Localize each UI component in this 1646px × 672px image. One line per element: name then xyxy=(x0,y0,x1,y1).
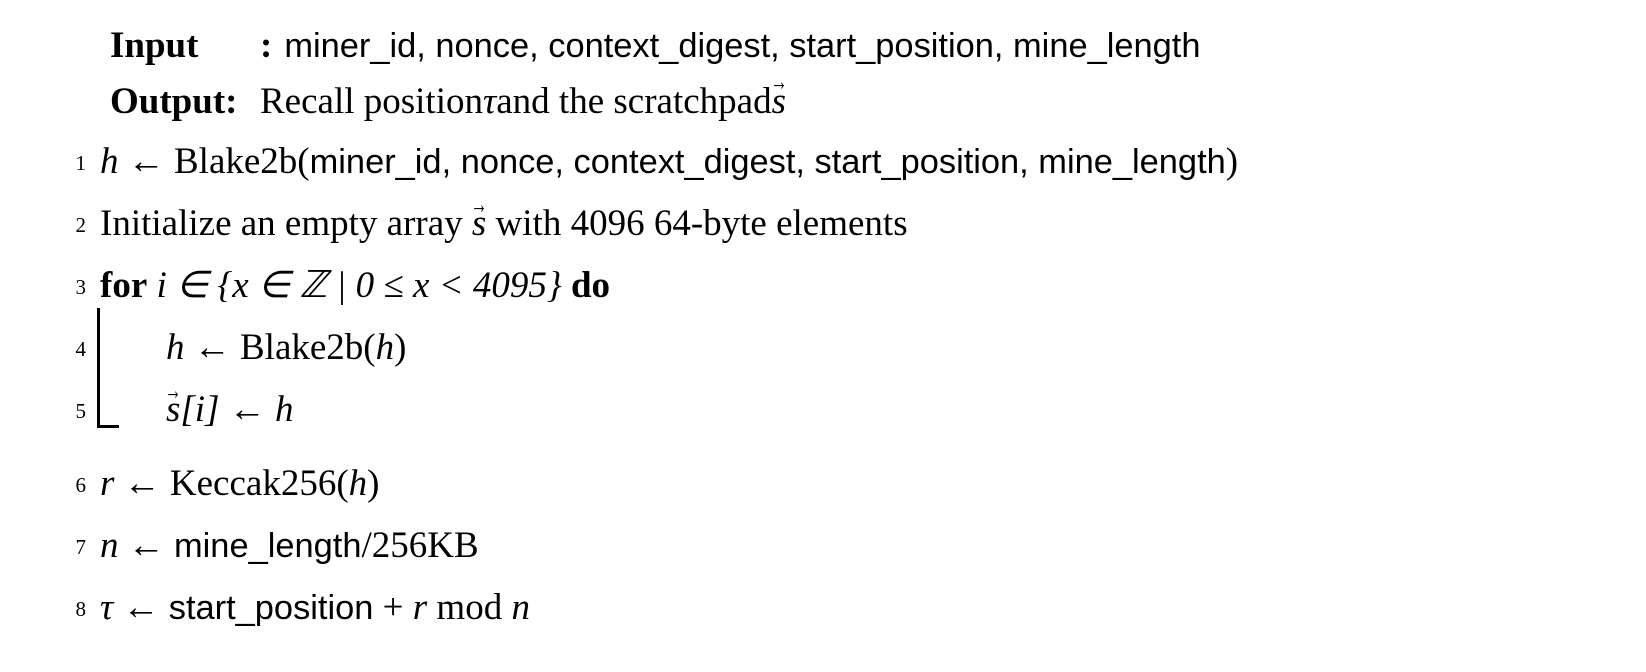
line-number-8: 8 xyxy=(75,597,86,621)
algorithm-line-2 xyxy=(0,195,1646,257)
line-3-content xyxy=(100,257,1646,315)
algorithm-input-line xyxy=(0,18,1646,74)
line-1-arrow: ← xyxy=(127,141,165,182)
output-text-middle: and the scratchpad xyxy=(496,81,772,122)
line-number-3: 3 xyxy=(75,275,86,299)
line-6-arg: h xyxy=(348,463,368,504)
algorithm-lines xyxy=(0,133,1646,641)
line-1-function: Blake2b( xyxy=(174,141,310,182)
output-tau-symbol: τ xyxy=(483,81,497,122)
input-colon: : xyxy=(260,25,273,66)
line-1-close-paren: ) xyxy=(1225,141,1239,182)
line-5-content xyxy=(100,381,1646,439)
line-6-function: Keccak256( xyxy=(169,463,349,504)
line-number-5: 5 xyxy=(75,399,86,423)
line-8-r: r xyxy=(412,587,428,628)
algorithm-line-8 xyxy=(0,579,1646,641)
line-6-arrow: ← xyxy=(123,463,161,504)
line-1-content xyxy=(100,133,1646,191)
line-8-plus: + xyxy=(373,587,413,628)
line-8-var-tau: τ xyxy=(100,587,114,628)
line-8-mod: mod xyxy=(427,587,512,628)
line-5-scratchpad-vector: s → xyxy=(166,381,180,439)
output-scratchpad-vector: s → xyxy=(772,74,786,129)
algorithm-line-7 xyxy=(0,517,1646,579)
line-2-scratchpad-vector: s → xyxy=(472,195,486,253)
line-number-1: 1 xyxy=(75,151,86,175)
algorithm-line-5 xyxy=(0,381,1646,443)
line-4-var: h xyxy=(166,327,185,368)
line-5-var: h xyxy=(274,389,294,430)
line-8-arrow: ← xyxy=(122,587,160,628)
line-6-var: r xyxy=(100,463,115,504)
algorithm-line-3 xyxy=(0,257,1646,319)
line-7-rest: /256KB xyxy=(361,525,479,566)
line-6-content xyxy=(100,455,1646,513)
line-number-7: 7 xyxy=(75,535,86,559)
line-2-text-a: Initialize an empty array xyxy=(100,203,472,244)
line-1-var: h xyxy=(100,141,119,182)
algorithm-line-4 xyxy=(0,319,1646,381)
line-7-arrow: ← xyxy=(127,525,165,566)
input-params: miner_id, nonce, context_digest, start_position, mine_length xyxy=(284,27,1201,65)
line-number-2: 2 xyxy=(75,213,86,237)
algorithm-line-6 xyxy=(0,455,1646,517)
line-4-function: Blake2b( xyxy=(240,327,376,368)
line-3-keyword-for: for xyxy=(100,265,148,306)
input-label: Input xyxy=(110,25,199,66)
line-7-operand: mine_length xyxy=(174,527,362,565)
line-5-arrow: ← xyxy=(228,389,266,430)
line-3-expression: i ∈ {x ∈ ℤ | 0 ≤ x < 4095} xyxy=(156,265,562,306)
line-2-content xyxy=(100,195,1646,253)
line-8-n: n xyxy=(511,587,530,628)
line-1-args: miner_id, nonce, context_digest, start_position, mine_length xyxy=(309,143,1226,181)
output-label: Output: xyxy=(110,81,238,122)
line-4-content xyxy=(100,319,1646,377)
algorithm-line-1 xyxy=(0,133,1646,195)
line-7-content xyxy=(100,517,1646,575)
line-8-operand: start_position xyxy=(168,589,374,627)
line-8-content xyxy=(100,579,1646,637)
line-6-close-paren: ) xyxy=(367,463,380,504)
line-4-arrow: ← xyxy=(193,327,231,368)
line-5-index: [i] xyxy=(180,389,220,430)
line-4-close-paren: ) xyxy=(394,327,407,368)
line-3-keyword-do: do xyxy=(570,265,611,306)
loop-body-gap xyxy=(0,443,1646,455)
line-number-4: 4 xyxy=(75,337,86,361)
line-number-6: 6 xyxy=(75,473,86,497)
line-4-arg: h xyxy=(375,327,395,368)
output-text-before: Recall position xyxy=(260,81,483,122)
line-2-text-b: with 4096 64-byte elements xyxy=(486,203,908,244)
line-7-var: n xyxy=(100,525,119,566)
algorithm-output-line xyxy=(0,74,1646,129)
